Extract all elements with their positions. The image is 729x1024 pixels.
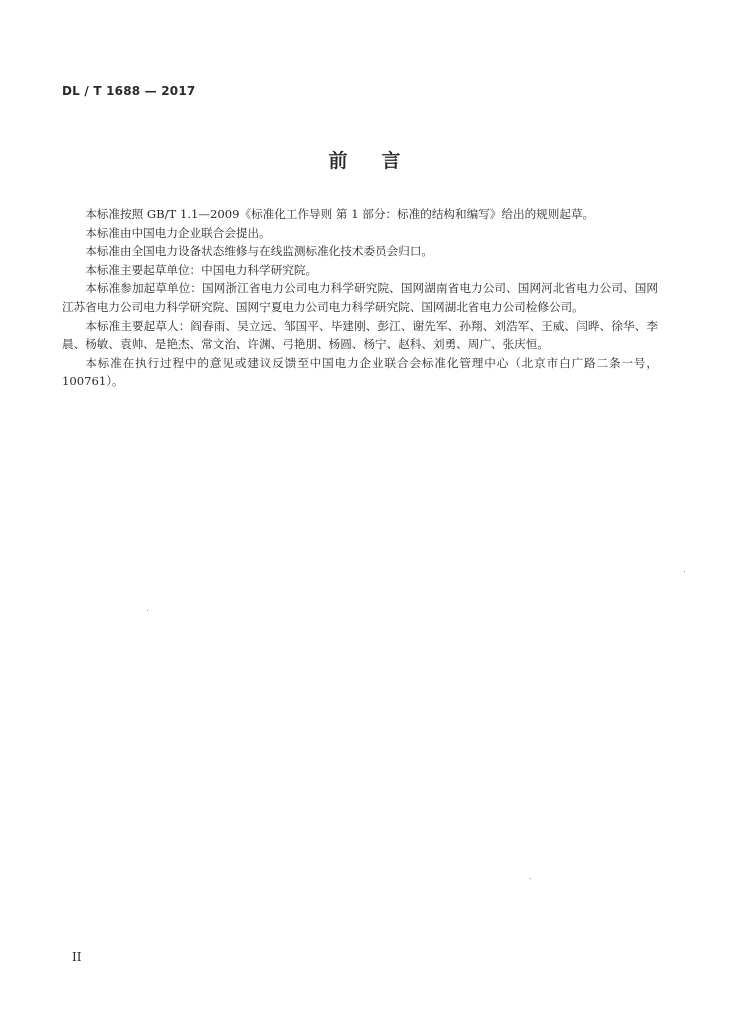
paragraph-under-jurisdiction: 本标准由全国电力设备状态维修与在线监测标准化技术委员会归口。 [85, 244, 434, 259]
foreword-body [62, 205, 658, 391]
paragraph-feedback: 本标准在执行过程中的意见或建议反馈至中国电力企业联合会标准化管理中心（北京市白广路二条一号，100761）。 [62, 355, 658, 389]
paragraph-proposed-by: 本标准由中国电力企业联合会提出。 [85, 225, 271, 240]
paragraph-drafting-rules: 本标准按照 GB/T 1.1—2009《标准化工作导则 第 1 部分：标准的结构和编写》给出的规则起草。 [85, 207, 595, 221]
standard-code: DL / T 1688 — 2017 [62, 84, 196, 98]
scan-speck [530, 878, 531, 879]
paragraph-main-drafters: 本标准主要起草人：阎春雨、吴立远、邹国平、毕建刚、彭江、谢先军、孙翔、刘浩军、王威、闫晔、徐华、李晨、杨敏、袁帅、是艳杰、常文治、许渊、弓艳朋、杨圆、杨宁、赵科、刘勇、周广、张庆恒。 [62, 318, 658, 352]
scan-speck [147, 610, 148, 611]
page-title: 前言 [328, 150, 435, 172]
page-number: II [72, 950, 82, 964]
scan-speck [684, 571, 685, 572]
paragraph-participating-units: 本标准参加起草单位：国网浙江省电力公司电力科学研究院、国网湖南省电力公司、国网河北省电力公司、国网江苏省电力公司电力科学研究院、国网宁夏电力公司电力科学研究院、国网湖北省电力公司检修公司。 [62, 281, 658, 314]
paragraph-main-drafting-unit: 本标准主要起草单位：中国电力科学研究院。 [85, 262, 318, 277]
